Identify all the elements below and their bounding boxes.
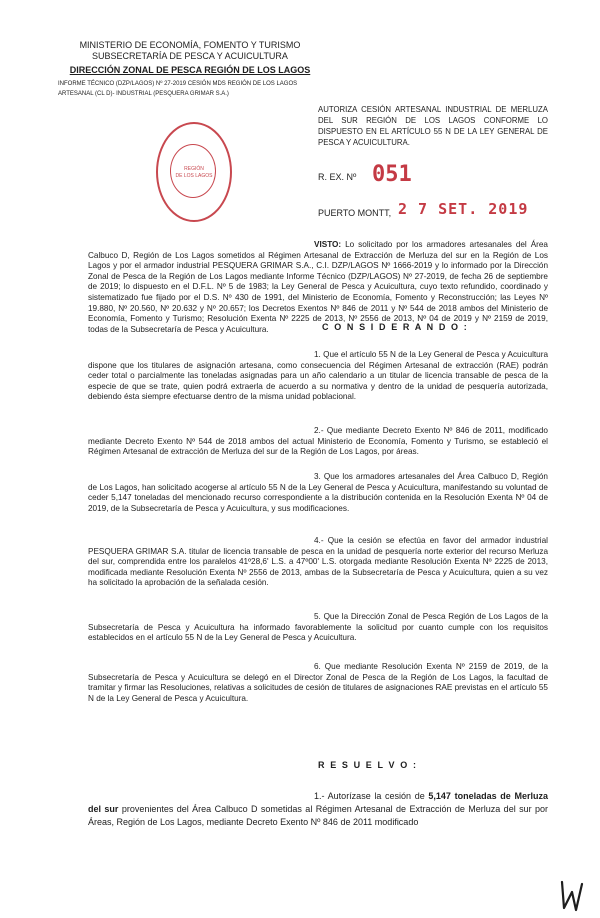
cesion-type-ref: ARTESANAL (CL D)- INDUSTRIAL (PESQUERA GRIMAR S.A.): [58, 91, 229, 97]
resuelvo-item-1: [88, 790, 548, 829]
resolution-number: 051: [372, 162, 412, 187]
informe-tecnico-ref: INFORME TÉCNICO (DZP/LAGOS) Nº 27-2019 CESIÓN MDS REGIÓN DE LOS LAGOS: [58, 81, 298, 87]
considerando-item-2: 2.- Que mediante Decreto Exento Nº 846 de 2011, modificado mediante Decreto Exento Nº 544 de 2018 ambos del actual Ministerio de Economía, Fomento y Turismo, se estableció el Régimen Artesanal de extracción de Merluza del sur de la Región de Los Lagos, por áreas.: [88, 426, 548, 457]
resuelvo-species: Merluza del sur: [88, 791, 548, 814]
handwritten-initial-mark: [558, 878, 586, 914]
place-label: PUERTO MONTT,: [318, 208, 392, 218]
resuelvo-amount: 5,147 toneladas de: [428, 791, 511, 801]
resuelvo-item-1-rest: provenientes del Área Calbuco D sometidas al Régimen Artesanal de Extracción de Merluza del sur por Áreas, Región de Los Lagos, mediante Decreto Exento Nº 846 de 2011 modificado: [88, 804, 549, 827]
considerando-item-4: 4.- Que la cesión se efectúa en favor del armador industrial PESQUERA GRIMAR S.A. titular de licencia transable de pesca en la unidad de pesquería norte exterior del recurso Merluza del sur, comprendida entre los paralelos 41º28,6' L.S. a 47º00' L.S. otorgada mediante Resolución Exenta Nº 2225 de 2013, modificada mediante Resolución Exenta Nº 2556 de 2013, ambas de la Subsecretaría de Pesca y Acuicultura, quien a su vez ha solicitado la aprobación de la señalada cesión.: [88, 536, 548, 588]
official-seal-stamp: [156, 122, 232, 222]
resolution-date: 2 7 SET. 2019: [398, 200, 529, 218]
resuelvo-heading: R E S U E L V O :: [318, 760, 418, 770]
visto-text: Lo solicitado por los armadores artesanales del Área Calbuco D, Región de Los Lagos sometidos al Régimen Artesanal de Extracción de Merluza del sur en la Región de Los Lagos y por el armador industrial PESQUERA GRIMAR S.A., C.I. DZP/LAGOS Nº 1666-2019 y lo informado por la Dirección Zonal de Pesca de la Región de Los Lagos mediante Informe Técnico (DZP/LAGOS) Nº 27-2019, de fecha 26 de septiembre de 2019; lo dispuesto en el D.F.L. Nº 5 de 1983; la Ley General de Pesca y Acuicultura, cuyo texto refundido, coordinado y sistematizado fue fijado por el D.S. Nº 430 de 1991, del Ministerio de Economía, Fomento y Reconstrucción; las Leyes Nº 19.880, Nº 20.560, Nº 20.632 y Nº 20.657; los Decretos Exentos Nº 846 de 2011 y Nº 544 de 2018 ambos del Ministerio de Economía, Fomento y Turismo; Resolución Exenta Nº 2225 de 2013, Nº 2556 de 2013, Nº 04 de 2019 y Nº 2159 de 2019, todas de la Subsecretaría de Pesca y Acuicultura.: [88, 240, 548, 334]
subsecretaria-name: SUBSECRETARÍA DE PESCA Y ACUICULTURA: [92, 51, 288, 61]
seal-line-1: REGIÓN: [184, 166, 204, 172]
resolution-number-label: R. EX. Nº: [318, 172, 357, 182]
ministry-name: MINISTERIO DE ECONOMÍA, FOMENTO Y TURISMO: [79, 40, 301, 50]
seal-text: [158, 166, 230, 180]
considerando-item-5: 5. Que la Dirección Zonal de Pesca Región de Los Lagos de la Subsecretaría de Pesca y Acuicultura ha informado favorablemente la solicitud por cuanto cumple con los requisitos establecidos en el artículo 55 N de la Ley General de Pesca y Acuicultura.: [88, 612, 548, 643]
considerando-heading: C O N S I D E R A N D O :: [322, 322, 469, 332]
direccion-zonal: DIRECCIÓN ZONAL DE PESCA REGIÓN DE LOS LAGOS: [69, 65, 311, 75]
resolution-subject: AUTORIZA CESIÓN ARTESANAL INDUSTRIAL DE MERLUZA DEL SUR REGIÓN DE LOS LAGOS CONFORME LO DISPUESTO EN EL ARTÍCULO 55 N DE LA LEY GENERAL DE PESCA Y ACUICULTURA.: [318, 105, 548, 147]
visto-paragraph: [88, 240, 548, 335]
resuelvo-item-1-prefix: 1.- Autorízase la cesión de: [314, 791, 425, 801]
visto-label: VISTO:: [314, 240, 342, 249]
considerando-item-6: 6. Que mediante Resolución Exenta Nº 2159 de 2019, de la Subsecretaría de Pesca y Acuicultura se delegó en el Director Zonal de Pesca de la Región de Los Lagos, la facultad de tramitar y firmar las Resoluciones, relativas a solicitudes de cesión de titulares de asignaciones RAE previstas en el artículo 55 N de la Ley General de Pesca y Acuicultura.: [88, 662, 548, 703]
considerando-item-1: 1. Que el artículo 55 N de la Ley General de Pesca y Acuicultura dispone que los titulares de asignación artesana, como consecuencia del Régimen Artesanal de extracción (RAE) podrán ceder total o parcialmente las toneladas asignadas para un año calendario a un titular de licencia transable de pesca de la especie de que se trate, quien podrá extraerla de acuerdo a su normativa y dentro de la unidad de pesquería autorizada, debiendo ésta siempre efectuarse dentro de la misma unidad poblacional.: [88, 350, 548, 402]
seal-line-2: DE LOS LAGOS: [175, 173, 213, 179]
considerando-item-3: 3. Que los armadores artesanales del Área Calbuco D, Región de Los Lagos, han solicitado acogerse al artículo 55 N de la Ley General de Pesca y Acuicultura, manifestando su voluntad de ceder 5,147 toneladas del mencionado recurso correspondiente a la distribución contenida en la Resolución Exenta Nº 04 de 2019, de la Subsecretaría de Pesca y Acuicultura, y sus modificaciones.: [88, 472, 548, 513]
